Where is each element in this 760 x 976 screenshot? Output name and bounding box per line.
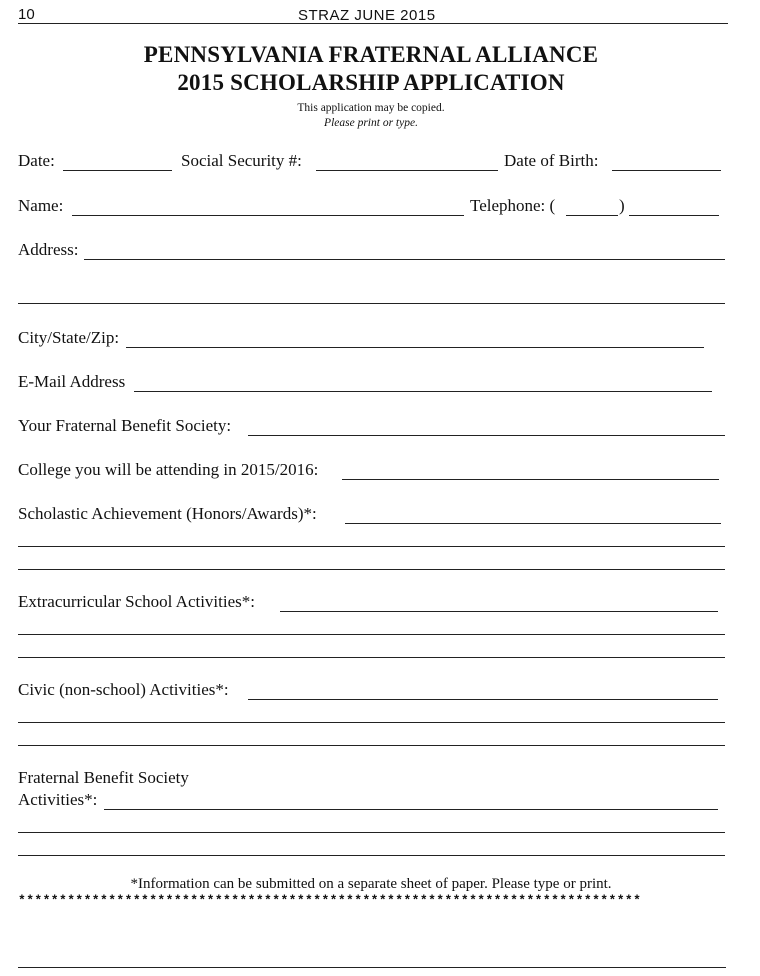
ssn-field[interactable] bbox=[316, 170, 498, 171]
email-label: E-Mail Address bbox=[18, 372, 126, 391]
dob-field[interactable] bbox=[612, 170, 721, 171]
extracurricular-field-1[interactable] bbox=[280, 611, 718, 612]
dob-label: Date of Birth: bbox=[504, 151, 599, 170]
print-note: Please print or type. bbox=[324, 117, 418, 129]
civic-field-1[interactable] bbox=[248, 699, 718, 700]
address-field-1[interactable] bbox=[84, 259, 725, 260]
college-label: College you will be attending in 2015/2016: bbox=[18, 460, 319, 479]
bottom-rule bbox=[18, 967, 726, 968]
extracurricular-field-2[interactable] bbox=[18, 634, 725, 635]
page-number: 10 bbox=[18, 6, 35, 23]
scholastic-label: Scholastic Achievement (Honors/Awards)*: bbox=[18, 504, 317, 523]
title-organization: PENNSYLVANIA FRATERNAL ALLIANCE bbox=[143, 42, 599, 67]
fraternal-activities-field-2[interactable] bbox=[18, 832, 725, 833]
name-field[interactable] bbox=[72, 215, 464, 216]
telephone-close-paren: ) bbox=[619, 196, 625, 215]
fraternal-activities-label-line2: Activities*: bbox=[18, 790, 98, 809]
date-label: Date: bbox=[18, 151, 55, 170]
star-divider: **************************************************************************** bbox=[18, 893, 642, 908]
issue-label: STRAZ JUNE 2015 bbox=[298, 7, 436, 24]
title-application: 2015 SCHOLARSHIP APPLICATION bbox=[177, 70, 565, 95]
ssn-label: Social Security #: bbox=[181, 151, 302, 170]
fraternal-activities-label-line1: Fraternal Benefit Society bbox=[18, 768, 189, 787]
area-code-field[interactable] bbox=[566, 215, 618, 216]
address-field-2[interactable] bbox=[18, 303, 725, 304]
college-field[interactable] bbox=[342, 479, 719, 480]
civic-field-3[interactable] bbox=[18, 745, 725, 746]
city-state-zip-label: City/State/Zip: bbox=[18, 328, 120, 347]
extracurricular-label: Extracurricular School Activities*: bbox=[18, 592, 255, 611]
date-field[interactable] bbox=[63, 170, 172, 171]
running-header bbox=[18, 3, 728, 24]
fraternal-activities-field-1[interactable] bbox=[104, 809, 718, 810]
address-label: Address: bbox=[18, 240, 79, 259]
fraternal-activities-field-3[interactable] bbox=[18, 855, 725, 856]
scholastic-field-3[interactable] bbox=[18, 569, 725, 570]
telephone-field[interactable] bbox=[629, 215, 719, 216]
scholastic-field-1[interactable] bbox=[345, 523, 721, 524]
civic-label: Civic (non-school) Activities*: bbox=[18, 680, 229, 699]
scholastic-field-2[interactable] bbox=[18, 546, 725, 547]
society-field[interactable] bbox=[248, 435, 725, 436]
extracurricular-field-3[interactable] bbox=[18, 657, 725, 658]
society-label: Your Fraternal Benefit Society: bbox=[18, 416, 232, 435]
civic-field-2[interactable] bbox=[18, 722, 725, 723]
city-state-zip-field[interactable] bbox=[126, 347, 704, 348]
footer-info-note: *Information can be submitted on a separate sheet of paper. Please type or print. bbox=[130, 876, 612, 892]
copy-note: This application may be copied. bbox=[297, 102, 445, 114]
email-field[interactable] bbox=[134, 391, 712, 392]
name-label: Name: bbox=[18, 196, 64, 215]
telephone-label: Telephone: ( bbox=[470, 196, 556, 215]
